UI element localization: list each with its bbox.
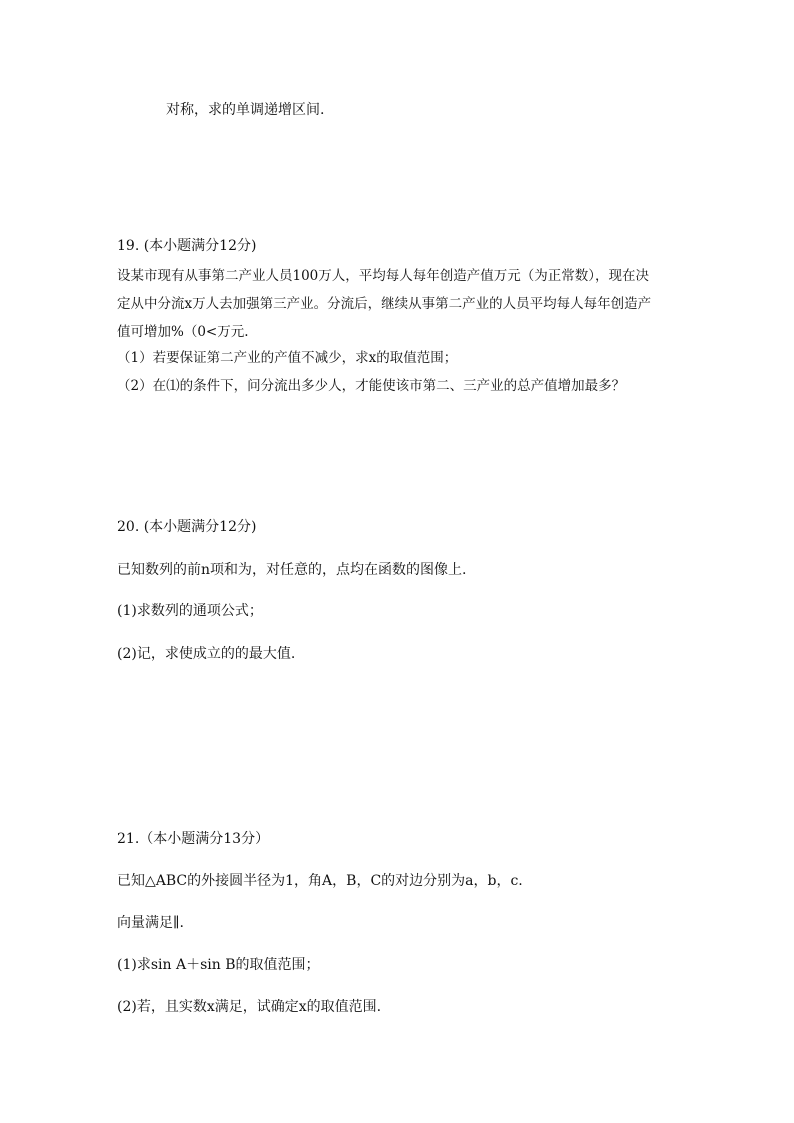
q19-line-2: 定从中分流x万人去加强第三产业。分流后，继续从事第二产业的人员平均每人每年创造产 <box>117 296 652 312</box>
q19-line-5: （2）在⑴的条件下，问分流出多少人，才能使该市第二、三产业的总产值增加最多？ <box>117 378 626 394</box>
q19-line-3: 值可增加%（0<万元. <box>117 324 249 340</box>
q20-line-2: (1)求数列的通项公式； <box>117 603 263 619</box>
q20-title: 20. (本小题满分12分) <box>117 519 257 535</box>
q21-line-2: 向量满足∥. <box>117 915 184 931</box>
continued-text: 对称，求的单调递增区间. <box>166 102 325 118</box>
q20-line-1: 已知数列的前n项和为，对任意的，点均在函数的图像上. <box>117 562 467 578</box>
q21-line-4: (2)若，且实数x满足，试确定x的取值范围. <box>117 999 382 1015</box>
q19-title: 19. (本小题满分12分) <box>117 238 257 254</box>
q19-line-4: （1）若要保证第二产业的产值不减少，求x的取值范围； <box>117 350 458 366</box>
q20-line-3: (2)记，求使成立的的最大值. <box>117 646 296 662</box>
q21-line-1: 已知△ABC的外接圆半径为1，角A，B，C的对边分别为a，b，c. <box>117 873 523 889</box>
q21-title: 21.（本小题满分13分） <box>117 831 270 847</box>
q21-line-3: (1)求sin A＋sin B的取值范围； <box>117 957 320 973</box>
q19-line-1: 设某市现有从事第二产业人员100万人，平均每人每年创造产值万元（为正常数），现在决 <box>117 268 650 284</box>
